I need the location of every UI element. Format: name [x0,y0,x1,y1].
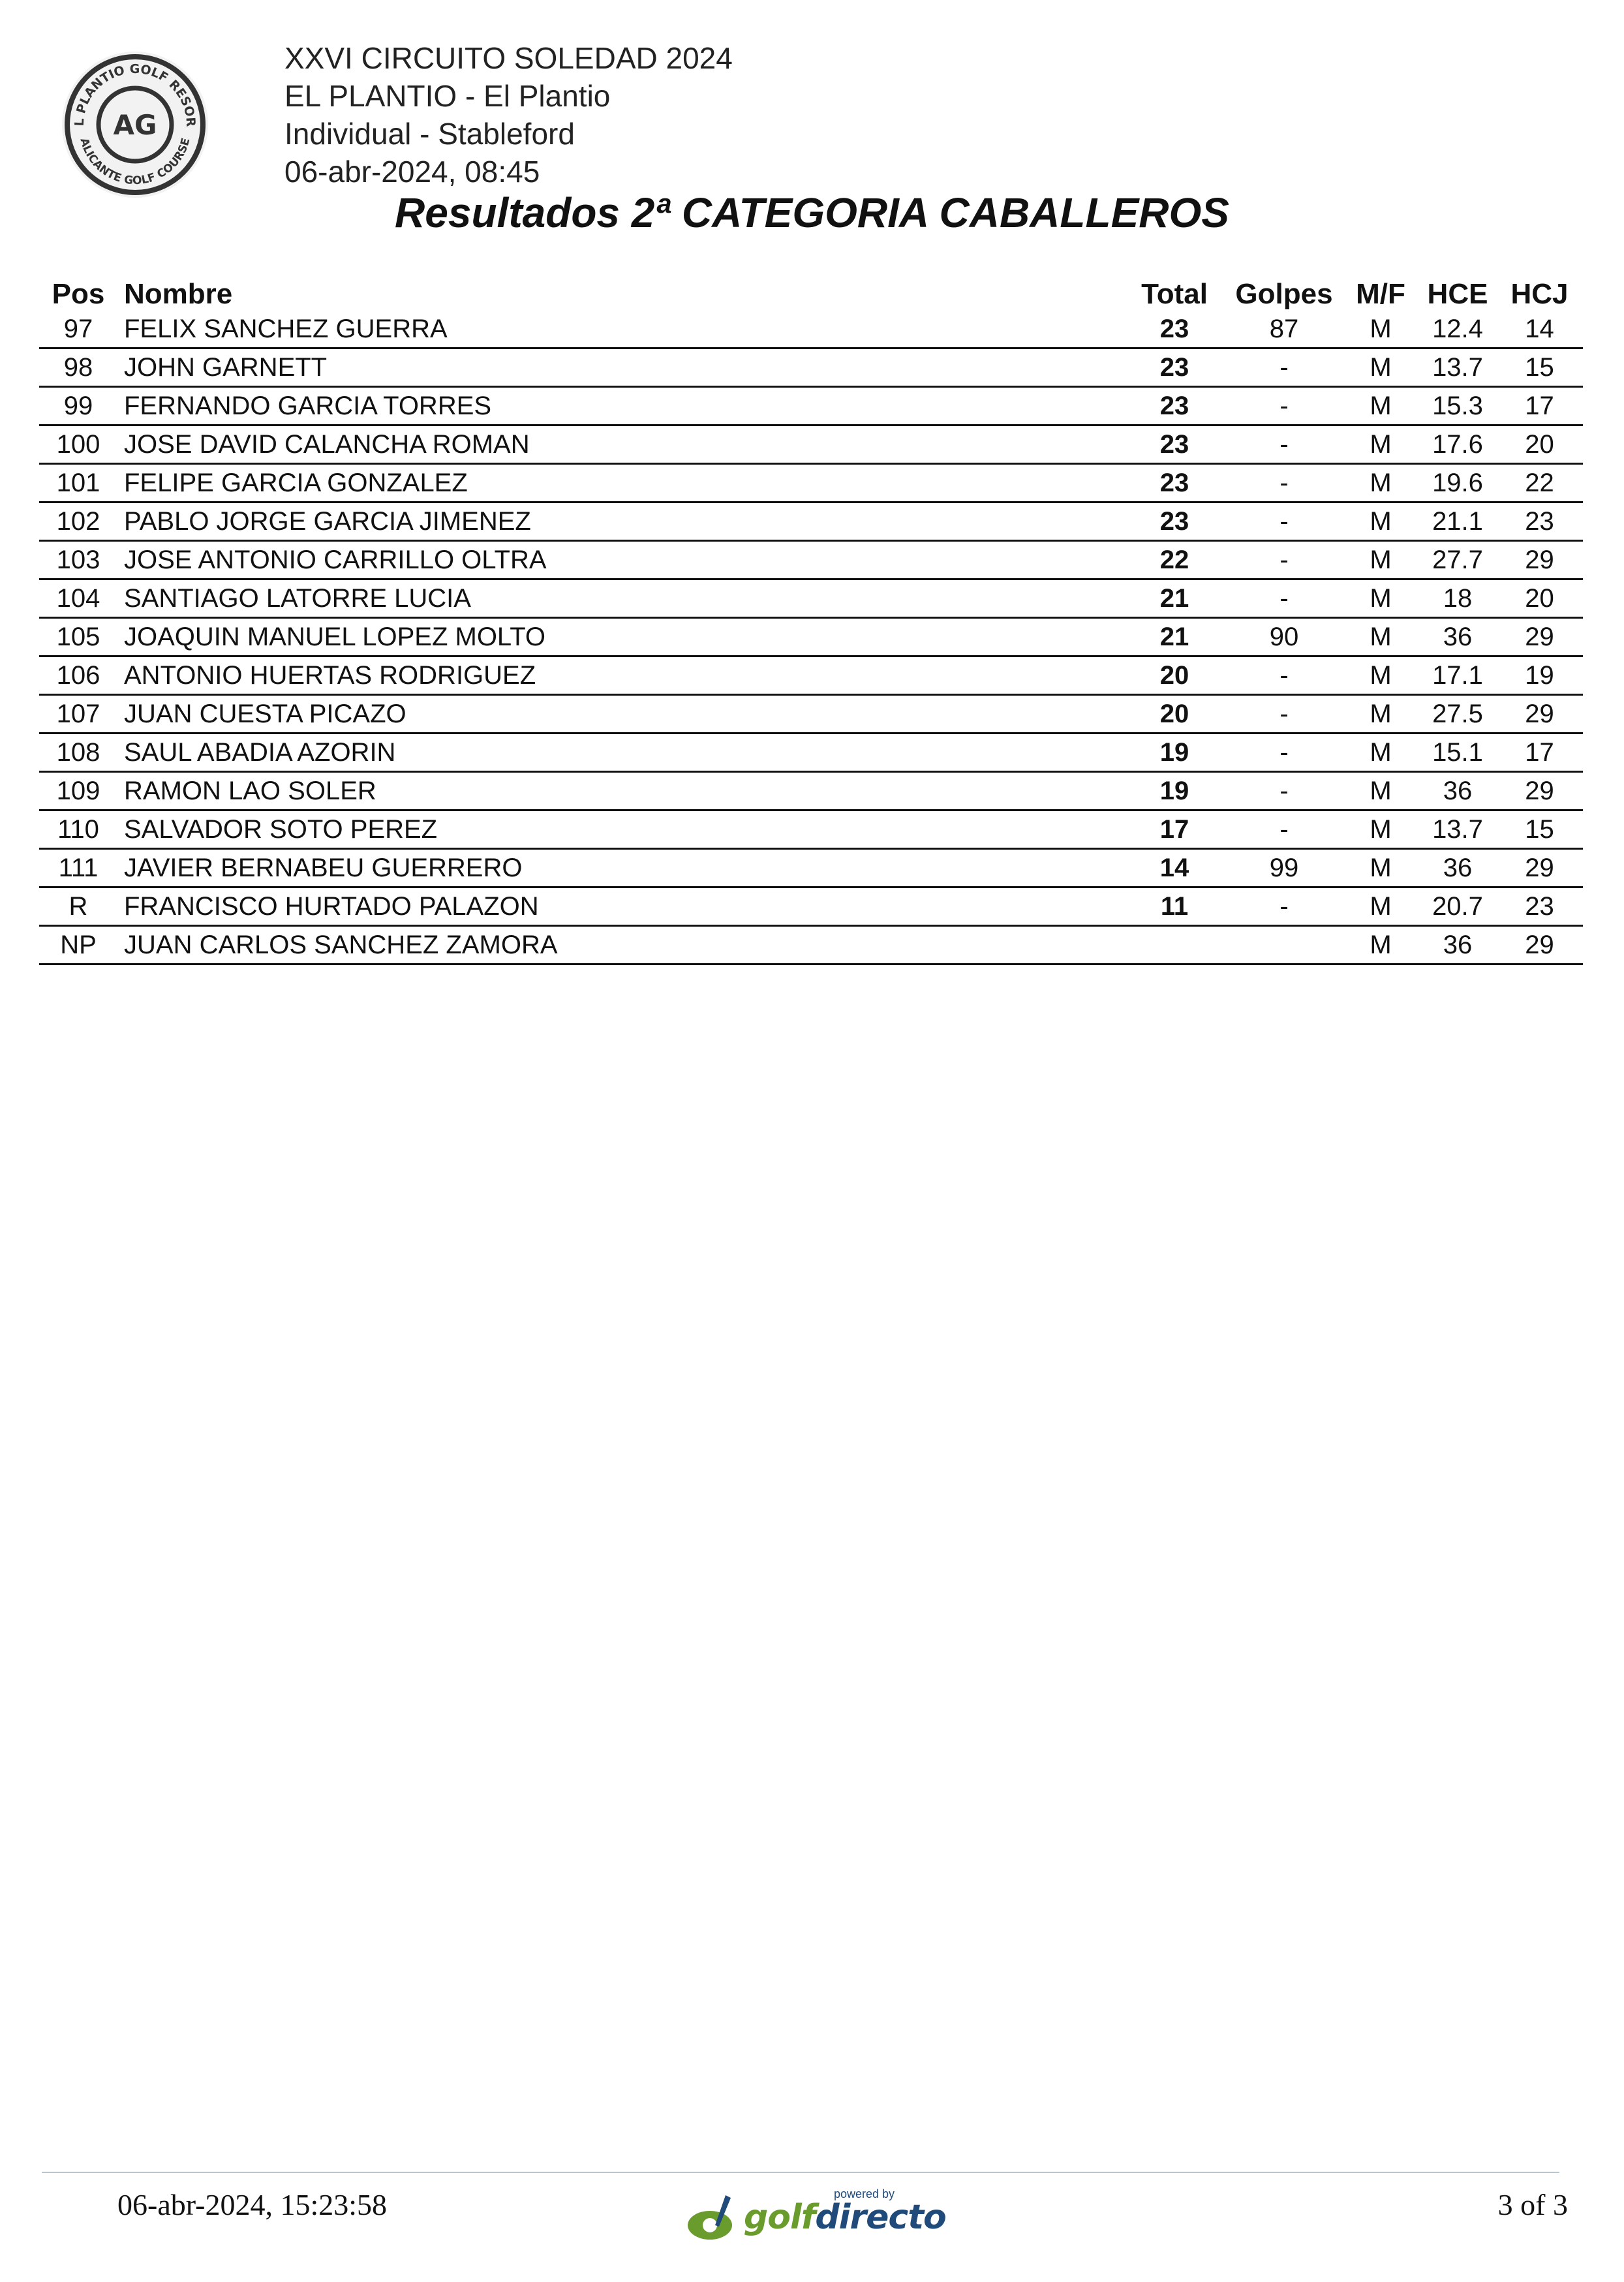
cell-hcj: 17 [1496,733,1583,772]
cell-hce: 27.5 [1419,695,1496,733]
cell-total: 23 [1123,387,1226,425]
cell-hcj: 29 [1496,772,1583,810]
cell-hce: 17.6 [1419,425,1496,464]
col-header-name: Nombre [124,278,233,310]
table-row [39,887,1583,926]
cell-hcj: 17 [1496,387,1583,425]
cell-golpes: - [1226,810,1342,849]
cell-total: 19 [1123,772,1226,810]
cell-mf: M [1342,464,1419,502]
cell-hce: 19.6 [1419,464,1496,502]
table-header-row [39,274,1583,311]
table-row [39,502,1583,541]
cell-pos: 106 [39,656,117,695]
cell-total: 23 [1123,425,1226,464]
cell-hcj: 29 [1496,849,1583,887]
cell-hcj: 29 [1496,926,1583,964]
cell-hce: 15.1 [1419,733,1496,772]
cell-total: 23 [1123,311,1226,348]
cell-name: JOAQUIN MANUEL LOPEZ MOLTO [117,618,1123,656]
table-row [39,733,1583,772]
cell-hce: 13.7 [1419,348,1496,387]
cell-total: 21 [1123,618,1226,656]
cell-mf: M [1342,425,1419,464]
svg-text:EL PLANTIO GOLF RESORT: L PLANTIO GOLF RESOR [72,61,198,127]
cell-name: JUAN CARLOS SANCHEZ ZAMORA [117,926,1123,964]
brand-wordmark [744,2198,946,2237]
cell-mf: M [1342,695,1419,733]
cell-pos: 102 [39,502,117,541]
cell-total: 23 [1123,464,1226,502]
cell-mf: M [1342,926,1419,964]
cell-total: 21 [1123,579,1226,618]
brand-golf: golf [744,2198,816,2237]
cell-total: 20 [1123,656,1226,695]
cell-golpes: - [1226,695,1342,733]
cell-hce: 36 [1419,772,1496,810]
cell-total: 23 [1123,502,1226,541]
cell-hce: 15.3 [1419,387,1496,425]
cell-pos: 103 [39,541,117,579]
table-row [39,425,1583,464]
cell-golpes: - [1226,772,1342,810]
club-logo [57,47,213,202]
cell-pos: 105 [39,618,117,656]
col-header-hce: HCE [1427,278,1488,310]
cell-mf: M [1342,810,1419,849]
cell-golpes: - [1226,464,1342,502]
cell-hcj: 29 [1496,695,1583,733]
table-row [39,695,1583,733]
cell-mf: M [1342,733,1419,772]
cell-name: JUAN CUESTA PICAZO [117,695,1123,733]
cell-mf: M [1342,618,1419,656]
cell-total: 11 [1123,887,1226,926]
event-datetime: 06-abr-2024, 08:45 [284,155,540,189]
cell-pos: 99 [39,387,117,425]
cell-total: 23 [1123,348,1226,387]
cell-pos: R [39,887,117,926]
cell-golpes: - [1226,887,1342,926]
cell-mf: M [1342,656,1419,695]
cell-total: 14 [1123,849,1226,887]
cell-pos: 107 [39,695,117,733]
col-header-pos: Pos [52,278,105,310]
cell-name: FELIPE GARCIA GONZALEZ [117,464,1123,502]
col-header-golpes: Golpes [1235,278,1333,310]
cell-golpes: - [1226,656,1342,695]
cell-hce: 12.4 [1419,311,1496,348]
results-table [39,274,1583,965]
cell-hcj: 29 [1496,541,1583,579]
page-title [0,187,1624,239]
cell-golpes: 90 [1226,618,1342,656]
cell-name: JOHN GARNETT [117,348,1123,387]
cell-hce: 27.7 [1419,541,1496,579]
event-format: Individual - Stableford [284,117,575,151]
golfdirecto-logo-icon [685,2190,744,2243]
cell-name: PABLO JORGE GARCIA JIMENEZ [117,502,1123,541]
cell-name: SALVADOR SOTO PEREZ [117,810,1123,849]
cell-golpes: - [1226,502,1342,541]
cell-hcj: 23 [1496,887,1583,926]
cell-golpes: 99 [1226,849,1342,887]
brand-powered-by: powered by [834,2187,895,2200]
cell-name: JOSE DAVID CALANCHA ROMAN [117,425,1123,464]
table-row [39,926,1583,964]
cell-golpes: - [1226,733,1342,772]
event-name: XXVI CIRCUITO SOLEDAD 2024 [284,41,733,75]
cell-mf: M [1342,579,1419,618]
cell-hcj: 15 [1496,810,1583,849]
cell-name: FRANCISCO HURTADO PALAZON [117,887,1123,926]
table-row [39,387,1583,425]
cell-hcj: 22 [1496,464,1583,502]
cell-pos: 97 [39,311,117,348]
table-row [39,311,1583,348]
cell-hcj: 19 [1496,656,1583,695]
event-course: EL PLANTIO - El Plantio [284,79,611,113]
col-header-hcj: HCJ [1510,278,1569,310]
cell-mf: M [1342,311,1419,348]
col-header-mf: M/F [1356,278,1405,310]
table-row [39,348,1583,387]
cell-golpes: - [1226,387,1342,425]
cell-hce: 20.7 [1419,887,1496,926]
cell-pos: 101 [39,464,117,502]
cell-name: FERNANDO GARCIA TORRES [117,387,1123,425]
cell-golpes: - [1226,541,1342,579]
cell-hcj: 20 [1496,579,1583,618]
brand-directo: directo [815,2198,946,2237]
cell-hcj: 29 [1496,618,1583,656]
cell-hce: 13.7 [1419,810,1496,849]
cell-name: JAVIER BERNABEU GUERRERO [117,849,1123,887]
club-logo-icon [57,47,213,202]
cell-mf: M [1342,772,1419,810]
cell-pos: NP [39,926,117,964]
cell-hce: 36 [1419,926,1496,964]
cell-name: RAMON LAO SOLER [117,772,1123,810]
cell-pos: 110 [39,810,117,849]
cell-name: ANTONIO HUERTAS RODRIGUEZ [117,656,1123,695]
cell-name: SAUL ABADIA AZORIN [117,733,1123,772]
cell-mf: M [1342,541,1419,579]
cell-total: 22 [1123,541,1226,579]
cell-hcj: 15 [1496,348,1583,387]
cell-name: SANTIAGO LATORRE LUCIA [117,579,1123,618]
table-row [39,579,1583,618]
cell-hce: 17.1 [1419,656,1496,695]
cell-golpes: - [1226,579,1342,618]
page-title-text: Resultados 2ª CATEGORIA CABALLEROS [395,189,1229,236]
col-header-total: Total [1141,278,1208,310]
svg-text:ALICANTE GOLF COURSE: ALICANTE GOLF COURSE [77,136,193,188]
cell-mf: M [1342,849,1419,887]
table-row [39,656,1583,695]
cell-mf: M [1342,348,1419,387]
cell-hce: 36 [1419,849,1496,887]
cell-total: 20 [1123,695,1226,733]
cell-golpes [1226,926,1342,964]
table-row [39,810,1583,849]
cell-name: FELIX SANCHEZ GUERRA [117,311,1123,348]
cell-total: 17 [1123,810,1226,849]
table-row [39,849,1583,887]
cell-mf: M [1342,502,1419,541]
cell-golpes: - [1226,348,1342,387]
cell-pos: 104 [39,579,117,618]
table-row [39,772,1583,810]
footer-divider [42,2172,1559,2173]
table-row [39,464,1583,502]
golfdirecto-brand [685,2187,946,2246]
cell-total [1123,926,1226,964]
cell-hcj: 23 [1496,502,1583,541]
table-row [39,618,1583,656]
cell-hce: 21.1 [1419,502,1496,541]
cell-golpes: - [1226,425,1342,464]
cell-pos: 111 [39,849,117,887]
cell-pos: 98 [39,348,117,387]
table-row [39,541,1583,579]
cell-mf: M [1342,387,1419,425]
cell-hcj: 14 [1496,311,1583,348]
cell-hce: 36 [1419,618,1496,656]
cell-total: 19 [1123,733,1226,772]
cell-golpes: 87 [1226,311,1342,348]
cell-name: JOSE ANTONIO CARRILLO OLTRA [117,541,1123,579]
cell-pos: 100 [39,425,117,464]
svg-text:AG: AG [113,109,157,141]
footer-print-datetime: 06-abr-2024, 15:23:58 [117,2188,388,2221]
cell-hce: 18 [1419,579,1496,618]
cell-pos: 108 [39,733,117,772]
event-header [284,39,733,191]
page-number: 3 of 3 [1497,2188,1568,2221]
cell-hcj: 20 [1496,425,1583,464]
cell-pos: 109 [39,772,117,810]
cell-mf: M [1342,887,1419,926]
